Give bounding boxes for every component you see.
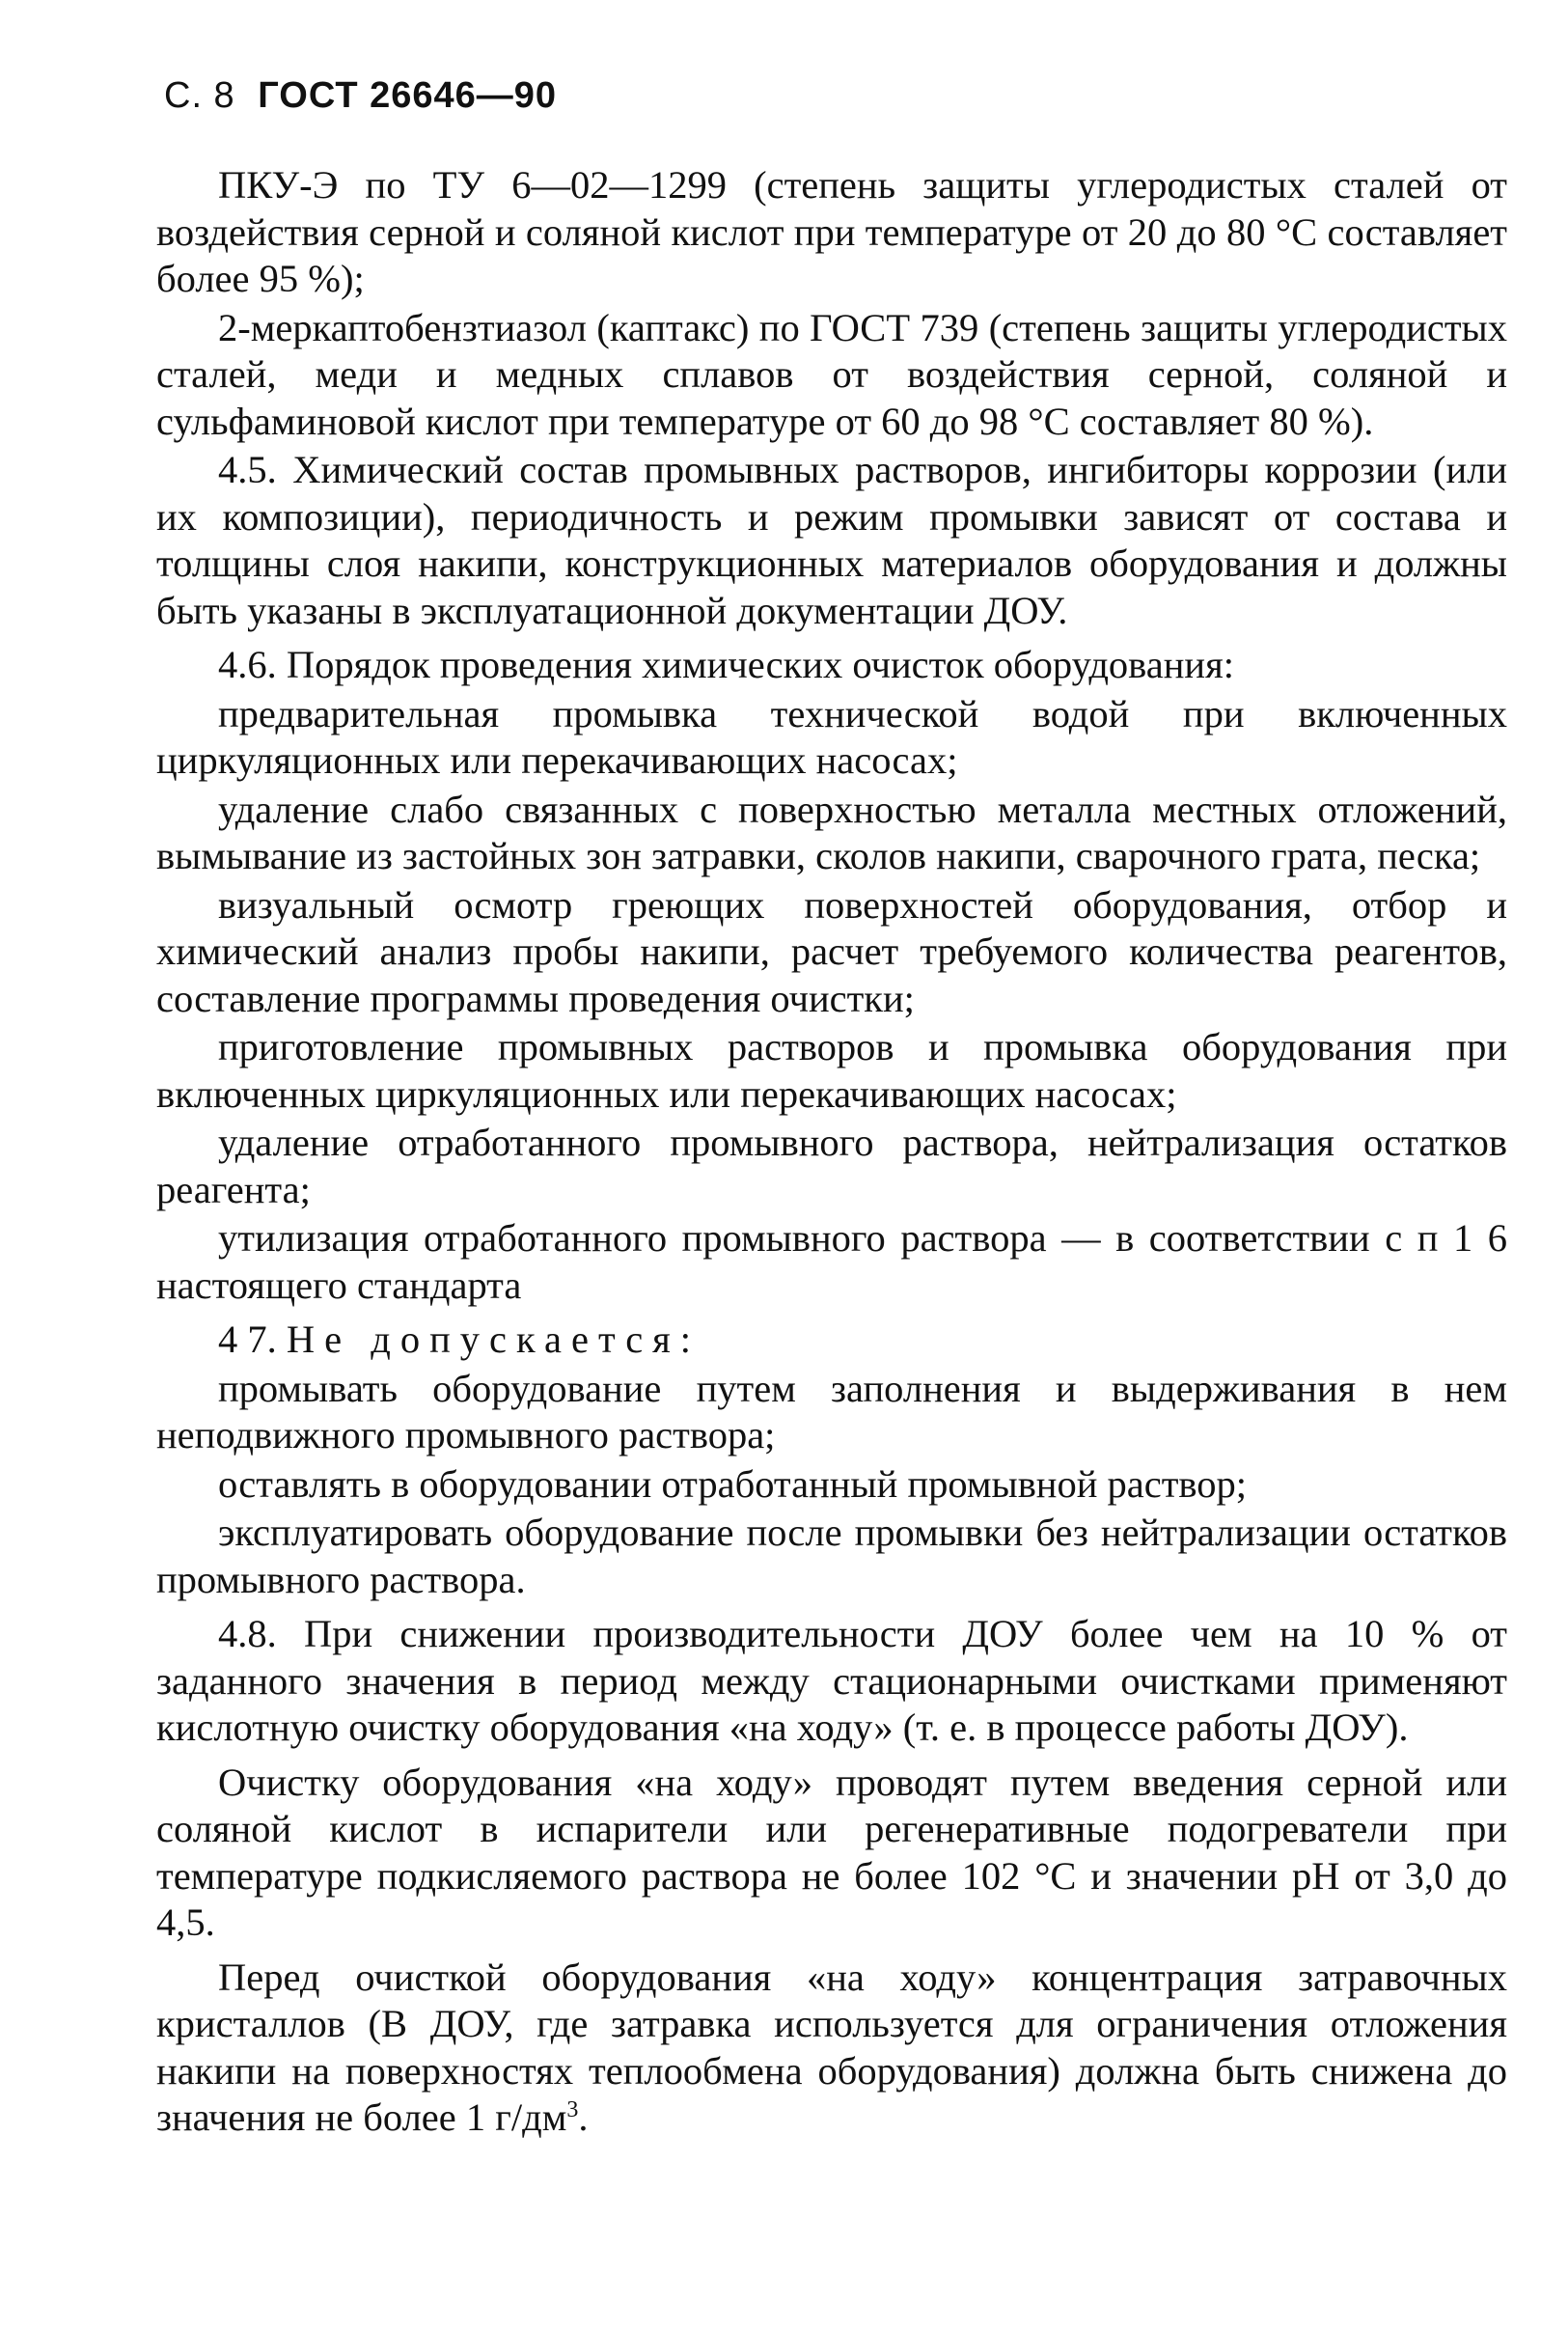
page-header [164, 75, 557, 117]
list-item-solution-prep: приготовление промывных растворов и промывка оборудования при включенных циркуляционных или перекачивающих насосах; [156, 1025, 1507, 1116]
paragraph-4-6: 4.6. Порядок проведения химических очисток оборудования: [218, 643, 1234, 686]
list-item-leave-spent: оставлять в оборудовании отработанный промывной раствор; [218, 1461, 1248, 1506]
list-item-spent-removal: удаление отработанного промывного раствора, нейтрализация остатков реагента; [156, 1121, 1507, 1211]
seed-concentration-text: Перед очисткой оборудования «на ходу» концентрация затравочных кристаллов (В ДОУ, где затравка используется для ограничения отложения накипи на поверхностях теплообмена оборудования) должна быть снижена до значения не более 1 г/дм [156, 1955, 1507, 2139]
list-item-no-neutralization: эксплуатировать оборудование после промывки без нейтрализации остатков промывного раствора. [156, 1511, 1507, 1601]
paragraph-4-5: 4.5. Химический состав промывных растворов, ингибиторы коррозии (или их композиции), периодичность и режим промывки зависят от состава и толщины слоя накипи, конструкционных материалов оборудования и должны быть указаны в эксплуатационной документации ДОУ. [156, 448, 1507, 632]
list-item-prewash: предварительная промывка технической водой при включенных циркуляционных или перекачивающих насосах; [156, 691, 1507, 782]
clause-heading-spaced: Не допускается [286, 1318, 680, 1361]
list-item-utilization: утилизация отработанного промывного раствора — в соответствии с п 1 6 настоящего стандарта [156, 1216, 1507, 1307]
sentence-end: . [578, 2095, 589, 2139]
document-body [156, 162, 1507, 2144]
paragraph-4-8: 4.8. При снижении производительности ДОУ более чем на 10 % от заданного значения в период между стационарными очистками применяют кислотную очистку оборудования «на ходу» (т. е. в процессе работы ДОУ). [156, 1612, 1507, 1749]
unit-superscript: 3 [566, 2097, 579, 2122]
page-number: С. 8 [164, 75, 235, 116]
paragraph-seed-concentration [156, 1955, 1507, 2142]
list-item-deposit-removal: удаление слабо связанных с поверхностью металла местных отложений, вымывание из застойных зон затравки, сколов накипи, сварочного грата, песка; [156, 787, 1507, 877]
paragraph-inhibitor-pku: ПКУ-Э по ТУ 6—02—1299 (степень защиты углеродистых сталей от воздействия серной и соляной кислот при температуре от 20 до 80 °С составляет более 95 %); [156, 163, 1507, 300]
clause-colon: : [679, 1318, 692, 1361]
paragraph-inhibitor-captax: 2-меркаптобензтиазол (каптакс) по ГОСТ 739 (степень защиты углеродистых сталей, меди и медных сплавов от воздействия серной, соляной и сульфаминовой кислот при температуре от 60 до 98 °С составляет 80 %). [156, 305, 1507, 443]
list-item-inspection: визуальный осмотр греющих поверхностей оборудования, отбор и химический анализ пробы накипи, расчет требуемого количества реагентов, составление программы проведения очистки; [156, 882, 1507, 1020]
standard-designation: ГОСТ 26646—90 [258, 75, 558, 116]
clause-number: 4 7. [218, 1318, 277, 1361]
paragraph-4-7 [156, 1317, 1507, 1364]
list-item-stagnant-wash: промывать оборудование путем заполнения и выдерживания в нем неподвижного промывного раствора; [156, 1366, 1507, 1456]
paragraph-onstream-cleaning: Очистку оборудования «на ходу» проводят путем введения серной или соляной кислот в испарители или регенеративные подогреватели при температуре подкисляемого раствора не более 102 °С и значении pH от 3,0 до 4,5. [156, 1760, 1507, 1944]
